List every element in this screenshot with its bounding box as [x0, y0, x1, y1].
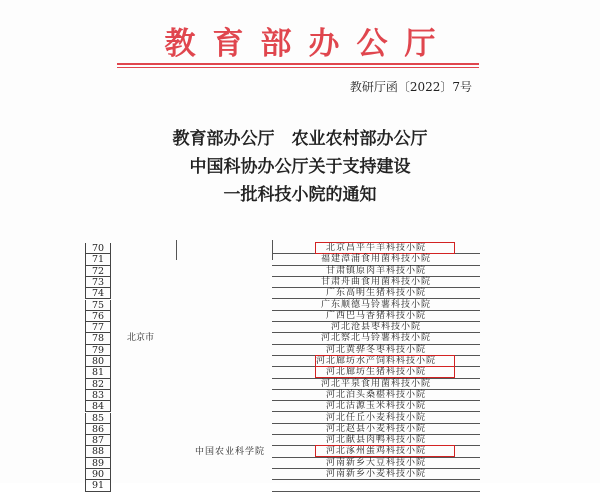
row-number: 89 [85, 458, 111, 469]
row-number: 76 [85, 311, 111, 322]
institute-name: 河北察北马铃薯科技小院 [272, 333, 480, 344]
table-row [85, 413, 480, 424]
table-row [85, 322, 480, 333]
institute-name: 甘肃镇原肉羊科技小院 [272, 266, 480, 277]
table-row [85, 424, 480, 435]
table-row [85, 333, 480, 344]
row-number: 81 [85, 367, 111, 378]
row-number: 72 [85, 266, 111, 277]
title-line-2: 中国科协办公厅关于支持建设 [189, 157, 411, 177]
institute-name: 河北沧县枣科技小院 [272, 322, 480, 333]
institute-name: 河南新乡大豆科技小院 [272, 458, 480, 469]
institute-name: 河南新乡小麦科技小院 [272, 469, 480, 480]
header-rule-thin [117, 67, 479, 68]
institute-name: 河北平泉食用菌科技小院 [272, 379, 480, 390]
row-number: 85 [85, 413, 111, 424]
row-number: 87 [85, 435, 111, 446]
row-number: 84 [85, 401, 111, 412]
title-line-1: 教育部办公厅 农业农村部办公厅 [172, 129, 428, 149]
institute-name: 广东高明生猪科技小院 [272, 288, 480, 299]
row-number: 91 [85, 480, 111, 491]
table-row [85, 401, 480, 412]
institute-name: 河北涿州蛋鸡科技小院 [272, 446, 480, 457]
row-number: 77 [85, 322, 111, 333]
institute-name: 广西巴马香猪科技小院 [272, 311, 480, 322]
table-row [85, 379, 480, 390]
row-number: 71 [85, 254, 111, 265]
province-cell: 北京市 [127, 333, 155, 343]
row-number: 83 [85, 390, 111, 401]
issuer-header: 教育部办公厅 [164, 26, 453, 62]
table-row [85, 458, 480, 469]
title-line-3: 一批科技小院的通知 [223, 185, 377, 205]
institute-name: 广东顺德马铃薯科技小院 [272, 300, 480, 311]
row-number: 73 [85, 277, 111, 288]
row-number: 75 [85, 300, 111, 311]
highlight-box [315, 355, 455, 367]
table-row [85, 277, 480, 288]
institute-name: 福建漳浦食用菌科技小院 [272, 254, 480, 265]
institute-name: 河北赵县小麦科技小院 [272, 424, 480, 435]
row-number: 79 [85, 345, 111, 356]
table-row [85, 300, 480, 311]
table-row [85, 266, 480, 277]
institute-name: 北京昌平牛羊科技小院 [272, 243, 480, 254]
row-number: 80 [85, 356, 111, 367]
institute-name: 河北泊头桑椹科技小院 [272, 390, 480, 401]
institute-name: 甘肃舟曲食用菌科技小院 [272, 277, 480, 288]
row-number: 70 [85, 243, 111, 254]
table-row [85, 480, 480, 491]
table-row [85, 311, 480, 322]
row-number: 82 [85, 379, 111, 390]
institute-name: 河北任丘小麦科技小院 [272, 413, 480, 424]
row-number: 88 [85, 446, 111, 457]
institute-name: 河北沽源玉米科技小院 [272, 401, 480, 412]
table-row [85, 469, 480, 480]
table-row [85, 254, 480, 265]
institute-name [272, 480, 480, 491]
document-number: 教研厅函〔2022〕7号 [349, 80, 472, 94]
row-number: 90 [85, 469, 111, 480]
organization-cell: 中国农业科学院 [195, 447, 266, 457]
table-row [85, 390, 480, 401]
header-rule [117, 63, 479, 65]
highlight-box [315, 445, 455, 457]
row-number: 78 [85, 333, 111, 344]
institute-name: 河北廊坊生猪科技小院 [272, 367, 480, 378]
row-number: 86 [85, 424, 111, 435]
highlight-box [315, 366, 455, 378]
institute-name: 河北黄骅冬枣科技小院 [272, 345, 480, 356]
institute-name: 河北献县肉鸭科技小院 [272, 435, 480, 446]
row-number: 74 [85, 288, 111, 299]
institute-name: 河北廊坊水产饲料科技小院 [272, 356, 480, 367]
table-row [85, 288, 480, 299]
highlight-box [315, 242, 455, 254]
